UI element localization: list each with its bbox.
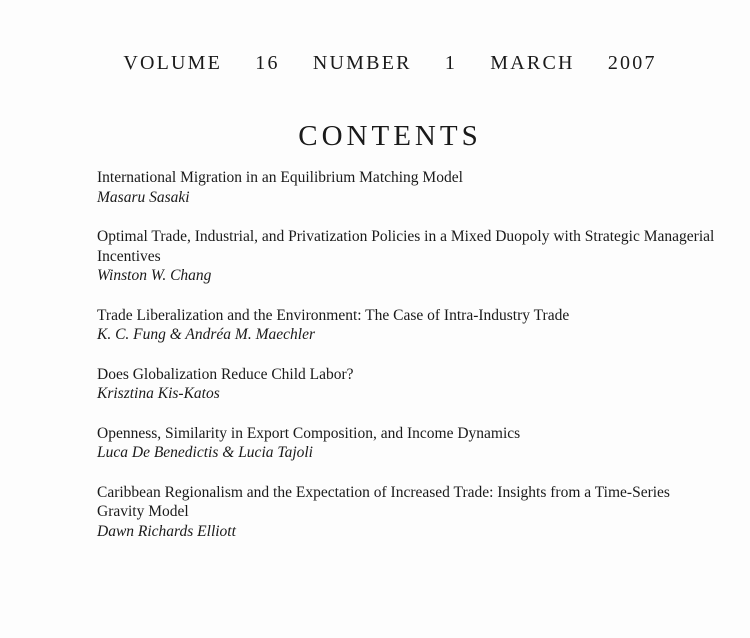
toc-entry: [97, 168, 717, 207]
table-of-contents: [97, 168, 717, 561]
toc-entry: [97, 227, 717, 286]
toc-entry: [97, 365, 717, 404]
article-authors: Luca De Benedictis & Lucia Tajoli: [97, 444, 313, 461]
article-authors: Winston W. Chang: [97, 267, 212, 284]
article-title: International Migration in an Equilibrium Matching Model: [97, 169, 463, 186]
article-authors: K. C. Fung & Andréa M. Maechler: [97, 326, 315, 343]
article-title: Trade Liberalization and the Environment: The Case of Intra-Industry Trade: [97, 306, 570, 324]
toc-entry: [97, 483, 717, 542]
issue-month: MARCH: [490, 52, 575, 74]
article-title: Does Globalization Reduce Child Labor?: [97, 365, 354, 383]
toc-entry: [97, 306, 717, 345]
toc-entry: [97, 424, 717, 463]
issue-year: 2007: [607, 52, 657, 74]
volume-number: 16: [255, 52, 280, 74]
article-title: Optimal Trade, Industrial, and Privatization Policies in a Mixed Duopoly with Strategic Managerial Incentives: [97, 228, 715, 265]
issue-line: [0, 52, 750, 75]
article-title: Openness, Similarity in Export Composition, and Income Dynamics: [97, 424, 521, 442]
number-label: NUMBER: [312, 52, 412, 74]
article-authors: Masaru Sasaki: [97, 188, 190, 206]
number-value: 1: [444, 52, 458, 74]
contents-heading: CONTENTS: [298, 120, 482, 152]
article-title: Caribbean Regionalism and the Expectation of Increased Trade: Insights from a Time-Series Gravity Model: [97, 483, 670, 520]
article-authors: Dawn Richards Elliott: [97, 522, 236, 540]
article-authors: Krisztina Kis-Katos: [97, 385, 220, 402]
volume-label: VOLUME: [123, 52, 223, 74]
